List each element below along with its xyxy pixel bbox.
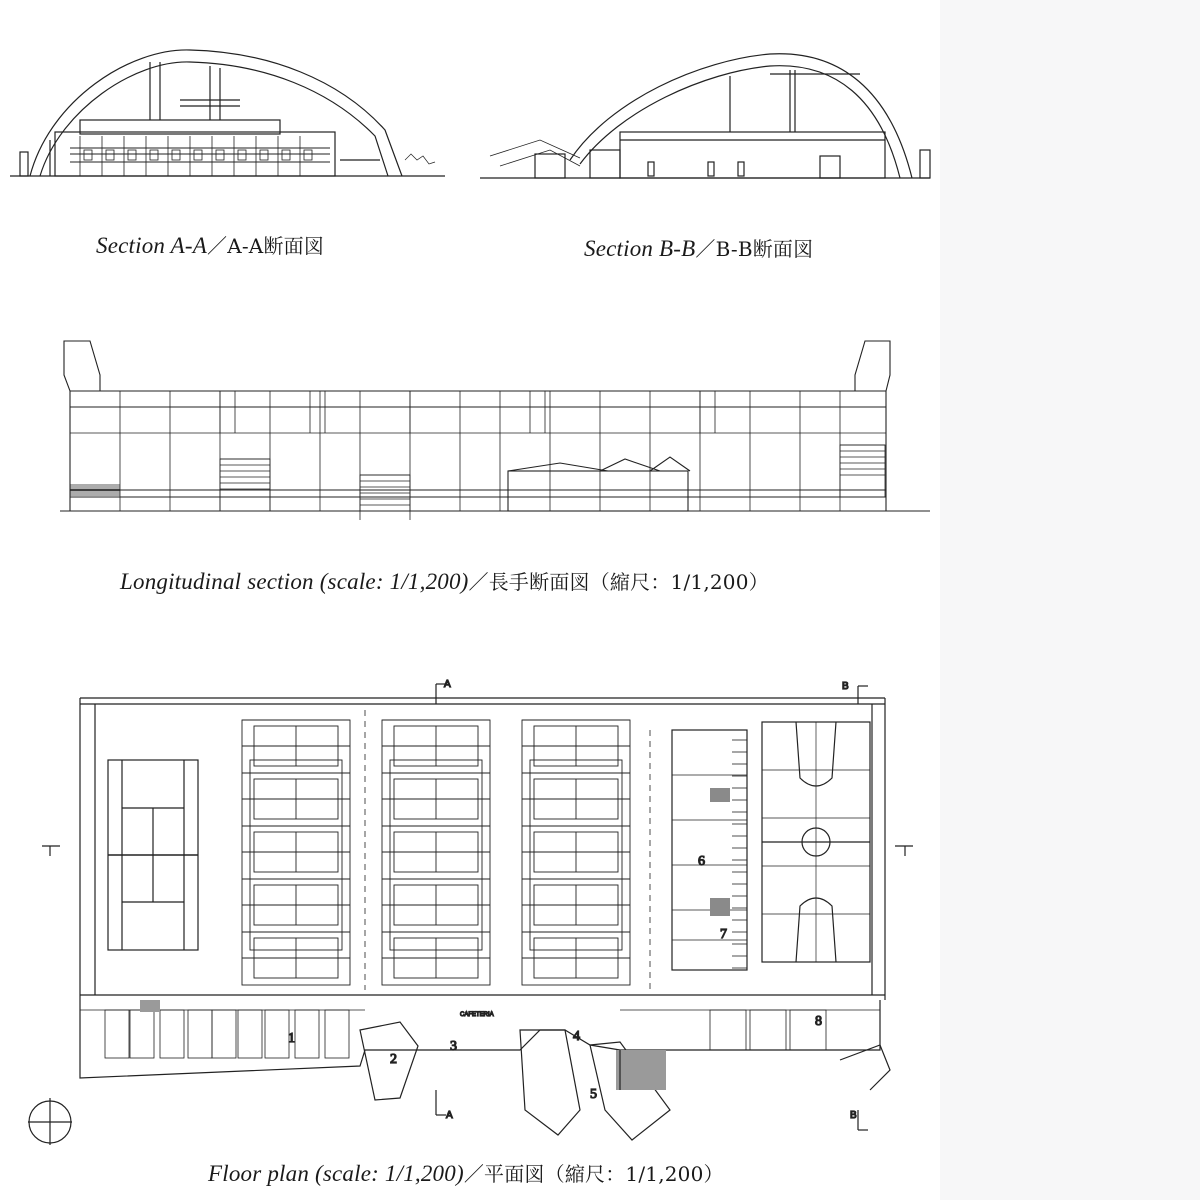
marker-b-top: B <box>842 681 849 692</box>
room-number-2: 2 <box>390 1052 397 1067</box>
label-cafeteria: CAFETERIA <box>460 1012 494 1018</box>
room-number-8: 8 <box>815 1014 822 1029</box>
caption-longitudinal-sep: ／ <box>468 570 489 594</box>
room-number-6: 6 <box>698 854 705 869</box>
caption-section-bb <box>584 233 813 262</box>
caption-section-aa-en: Section A-A <box>96 233 207 258</box>
room-number-3: 3 <box>450 1039 457 1054</box>
section-bb-drawing <box>480 40 935 190</box>
section-aa-drawing <box>10 40 450 190</box>
marker-b-bottom: B <box>850 1110 857 1121</box>
caption-floor-plan-en: Floor plan (scale: 1/1,200) <box>208 1161 464 1186</box>
marker-a-top: A <box>444 679 451 690</box>
caption-section-aa-sep: ／ <box>207 234 228 258</box>
room-number-4: 4 <box>573 1029 580 1044</box>
caption-longitudinal <box>120 566 769 595</box>
caption-floor-plan-sep: ／ <box>463 1162 485 1186</box>
caption-section-bb-sep: ／ <box>695 237 716 261</box>
room-number-5: 5 <box>590 1087 597 1102</box>
caption-longitudinal-en: Longitudinal section (scale: 1/1,200) <box>120 569 469 594</box>
caption-section-aa <box>96 230 324 259</box>
room-number-1: 1 <box>288 1031 295 1046</box>
caption-section-bb-en: Section B-B <box>584 236 696 261</box>
caption-floor-plan <box>208 1158 724 1187</box>
room-number-7: 7 <box>720 927 727 942</box>
floor-plan-drawing <box>20 670 920 1145</box>
scan-margin <box>940 0 1200 1200</box>
north-arrow-icon <box>28 1098 72 1145</box>
marker-a-bottom: A <box>446 1110 453 1121</box>
caption-floor-plan-jp: 平面図（縮尺：1/1,200） <box>484 1162 724 1186</box>
caption-section-aa-jp: A-A断面図 <box>227 234 325 258</box>
caption-section-bb-jp: B-B断面図 <box>715 237 814 261</box>
caption-longitudinal-jp: 長手断面図（縮尺：1/1,200） <box>488 570 769 594</box>
longitudinal-section-drawing <box>60 335 935 520</box>
